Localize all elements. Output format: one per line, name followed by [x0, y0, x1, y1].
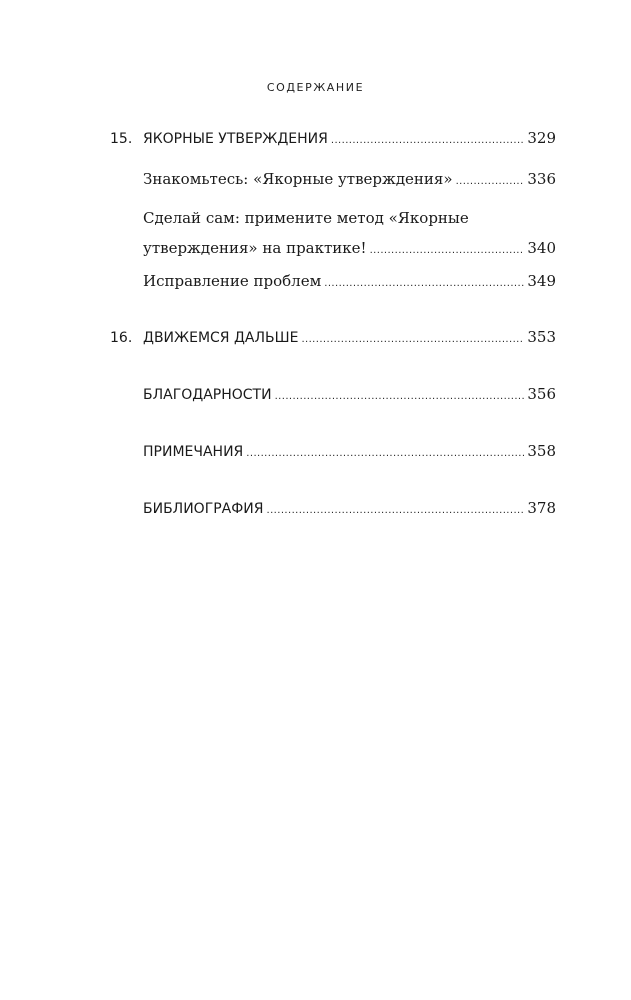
section-title: Исправление проблем: [143, 272, 322, 290]
dot-leader: [267, 500, 525, 522]
page-number: 329: [527, 129, 556, 147]
toc-entry-section-troubleshooting[interactable]: [110, 270, 556, 292]
toc-entry-bibliography[interactable]: [110, 497, 556, 519]
dot-leader: [324, 273, 524, 295]
chapter-number: 16.: [110, 330, 133, 346]
chapter-title: ДВИЖЕМСЯ ДАЛЬШЕ: [143, 330, 299, 346]
dot-leader: [275, 386, 525, 408]
toc-entry-section-diy[interactable]: [110, 207, 556, 259]
toc-entry-acknowledgements[interactable]: [110, 383, 556, 405]
dot-leader: [370, 240, 525, 262]
toc-entry-section-meet-anchor-statements[interactable]: [110, 168, 556, 190]
chapter-title: ЯКОРНЫЕ УТВЕРЖДЕНИЯ: [143, 131, 328, 147]
page-number: 336: [527, 170, 556, 188]
dot-leader: [331, 130, 524, 152]
page-number: 340: [527, 239, 556, 257]
section-title-line-2: утверждения» на практике!: [143, 239, 367, 257]
toc-entry-chapter-16[interactable]: [110, 326, 556, 348]
backmatter-title: БИБЛИОГРАФИЯ: [143, 501, 264, 517]
dot-leader: [301, 329, 524, 351]
page-number: 349: [527, 272, 556, 290]
toc-entry-notes[interactable]: [110, 440, 556, 462]
backmatter-title: БЛАГОДАРНОСТИ: [143, 387, 272, 403]
chapter-number: 15.: [110, 131, 133, 147]
page-number: 356: [527, 385, 556, 403]
page-number: 358: [527, 442, 556, 460]
running-header: СОДЕРЖАНИЕ: [266, 81, 365, 94]
section-title: Знакомьтесь: «Якорные утверждения»: [143, 170, 453, 188]
toc-entry-chapter-15[interactable]: [110, 127, 556, 149]
dot-leader: [456, 171, 525, 193]
section-title-line-1: Сделай сам: примените метод «Якорные: [143, 209, 469, 227]
page-number: 378: [527, 499, 556, 517]
dot-leader: [246, 443, 524, 465]
backmatter-title: ПРИМЕЧАНИЯ: [143, 444, 244, 460]
page-number: 353: [527, 328, 556, 346]
